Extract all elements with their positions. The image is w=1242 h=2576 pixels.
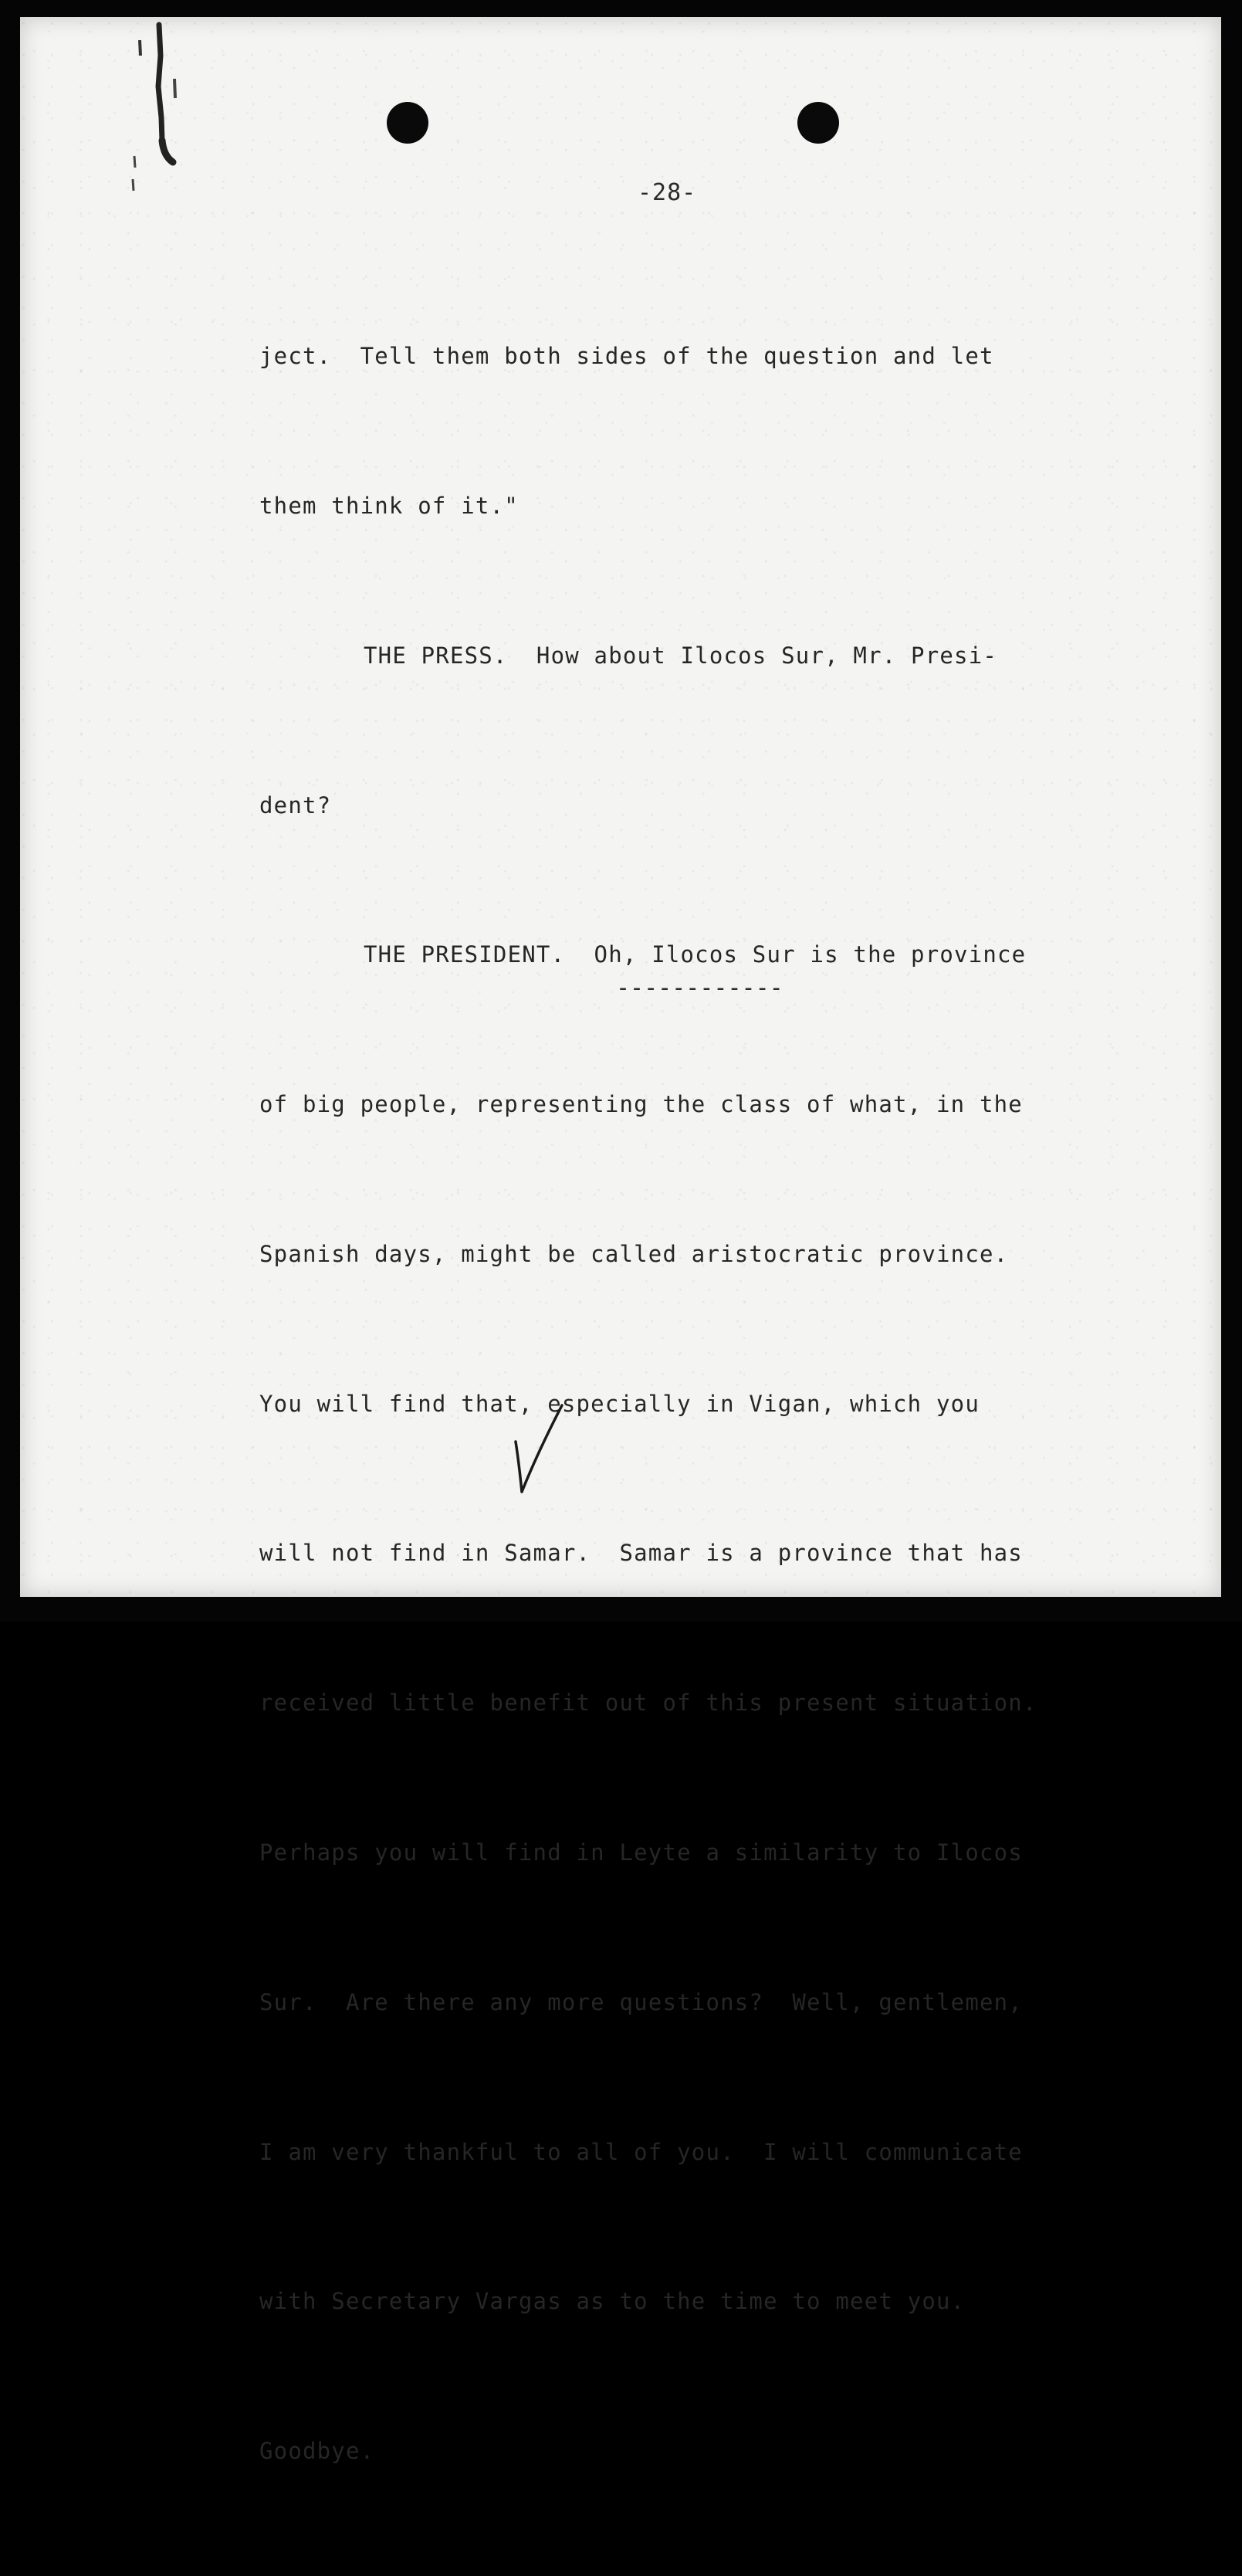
text-line: with Secretary Vargas as to the time to meet you. <box>259 2288 966 2315</box>
text-line: will not find in Samar. Samar is a province that has <box>259 1540 1023 1567</box>
punch-hole-right <box>797 102 839 144</box>
text-line-speaker-president: THE PRESIDENT. Oh, Ilocos Sur is the province <box>364 941 1027 968</box>
text-line: them think of it." <box>259 492 519 519</box>
page-number: -28- <box>638 179 697 206</box>
text-line: I am very thankful to all of you. I will communicate <box>259 2138 1023 2165</box>
transcript-body <box>259 232 1139 2576</box>
text-line: Goodbye. <box>259 2438 375 2465</box>
text-line: dent? <box>259 791 332 819</box>
punch-hole-left <box>387 102 428 144</box>
text-line: received little benefit out of this present situation. <box>259 1690 1037 1717</box>
binding-marks-icon <box>128 25 190 210</box>
end-rule: ------------ <box>616 974 783 1002</box>
text-line: Sur. Are there any more questions? Well, gentlemen, <box>259 1988 1023 2015</box>
text-line: ject. Tell them both sides of the question and let <box>259 343 994 370</box>
text-line: You will find that, especially in Vigan, which you <box>259 1390 980 1417</box>
text-line: Spanish days, might be called aristocratic province. <box>259 1240 1009 1267</box>
document-page <box>20 17 1221 2465</box>
check-mark-icon <box>514 1399 584 1500</box>
text-line: of big people, representing the class of what, in the <box>259 1091 1023 1118</box>
text-line-speaker-press: THE PRESS. How about Ilocos Sur, Mr. Presi- <box>364 642 998 669</box>
text-line: Perhaps you will find in Leyte a similarity to Ilocos <box>259 1839 1023 1866</box>
